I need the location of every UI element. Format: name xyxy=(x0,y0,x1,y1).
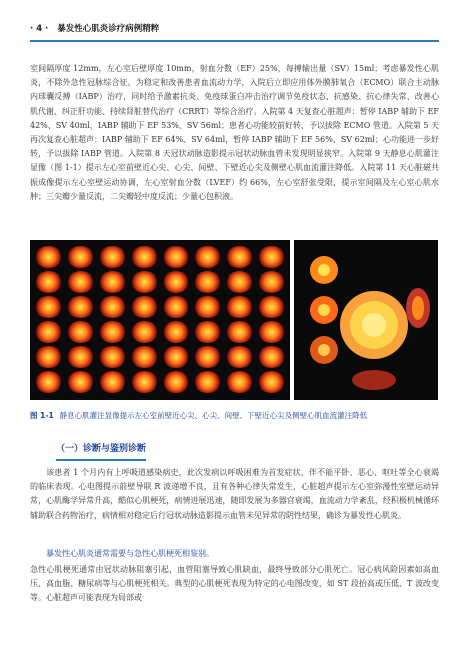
scan-slices xyxy=(34,246,286,394)
body-paragraph-4-text: 急性心肌梗死通常由冠状动脉阻塞引起，血管阻塞导致心肌缺血，最终导致部分心肌死亡。冠心病风险因素如高血压、高血脂、糖尿病等与心肌梗死相关。典型的心肌梗死表现为特定的心电图改变，如 ST 段抬高或压低、T 波改变等。心脏超声可能表现为局部或 xyxy=(30,565,439,603)
body-paragraph-1: 室间隔厚度 12mm，左心室后壁厚度 10mm，射血分数（EF）25%，每搏输出量（SV）15ml；考虑暴发性心肌炎，不除外急性冠脉综合征。为稳定和改善患者血流动力学，入院后立即应用体外膜肺氧合（ECMO）联合主动脉内球囊反搏（IABP）治疗，同时给予激素抗炎、免疫球蛋白冲击治疗调节免疫状态、抗感染、抗心律失常、改善心肌代谢、纠正肝功能、持续肾脏替代治疗（CRRT）等综合治疗。入院第 4 天复查心脏超声：暂停 IABP 辅助下 EF 42%、SV 40ml，IABP 辅助下 EF 53%、SV 56ml；患者心功能较前好转，予以拔除 ECMO 管道。入院第 5 天再次复查心脏超声：IABP 辅助下 EF 64%、SV 64ml，暂停 IABP 辅助下 EF 56%、SV 62ml；心功能进一步好转，予以拔除 IABP 管道。入院第 8 天冠状动脉造影提示冠状动脉血管未发现明显狭窄。入院第 9 天静息心肌灌注显像（图 1-1）提示左心室前壁近心尖、心尖、间壁、下壁近心尖及侧壁心肌血流灌注降低。入院第 11 天心脏磁共振成像提示左心室壁运动协调，左心室射血分数（LVEF）约 66%，左心室舒张受限，提示室间隔及左心室心肌水肿；三尖瓣少量反流，二尖瓣轻中度反流；少量心包积液。 xyxy=(30,64,440,201)
book-title: 暴发性心肌炎诊疗病例精粹 xyxy=(57,24,160,34)
perfusion-scan-grid-image xyxy=(30,240,290,400)
figure-caption-text: 静息心肌灌注显像提示左心室前壁近心尖、心尖、间壁、下壁近心尖及侧壁心肌血流灌注降低 xyxy=(59,411,368,420)
body-paragraph-3 xyxy=(30,547,439,561)
body-paragraph-2-text: 该患者 1 个月内有上呼吸道感染病史，此次发病以呼吸困难为首发症状，伴不能平卧、恶心、呕吐等全心衰竭的临床表现。心电图提示前壁导联 R 波递增不良，且有各种心律失常发生，心脏超声提示左心室弥漫性室壁运动异常，心肌酶学异常升高，酷似心肌梗死，病情进展迅速，随即发展为多器官衰竭，血流动力学紊乱，经积极机械循环辅助联合药物治疗，病情相对稳定后行冠状动脉造影提示血管未见异常的阴性结果，确诊为暴发性心肌炎。 xyxy=(30,468,439,520)
page-header xyxy=(30,20,439,38)
figure-label: 图 1-1 xyxy=(30,411,54,420)
section-rule xyxy=(56,459,146,461)
body-paragraph-3-text: 暴发性心肌炎通常需要与急性心肌梗死相鉴别。 xyxy=(46,549,214,558)
figure-1-1 xyxy=(30,240,438,400)
page-number: · 4 · xyxy=(30,24,49,34)
polar-map-image xyxy=(294,240,438,400)
header-rule xyxy=(30,40,439,42)
figure-caption xyxy=(30,410,439,422)
body-paragraph-2 xyxy=(30,466,439,523)
polar-map-graphic xyxy=(294,240,438,400)
body-paragraph-4 xyxy=(30,563,439,606)
section-heading: （一）诊断与鉴别诊断 xyxy=(56,444,147,454)
